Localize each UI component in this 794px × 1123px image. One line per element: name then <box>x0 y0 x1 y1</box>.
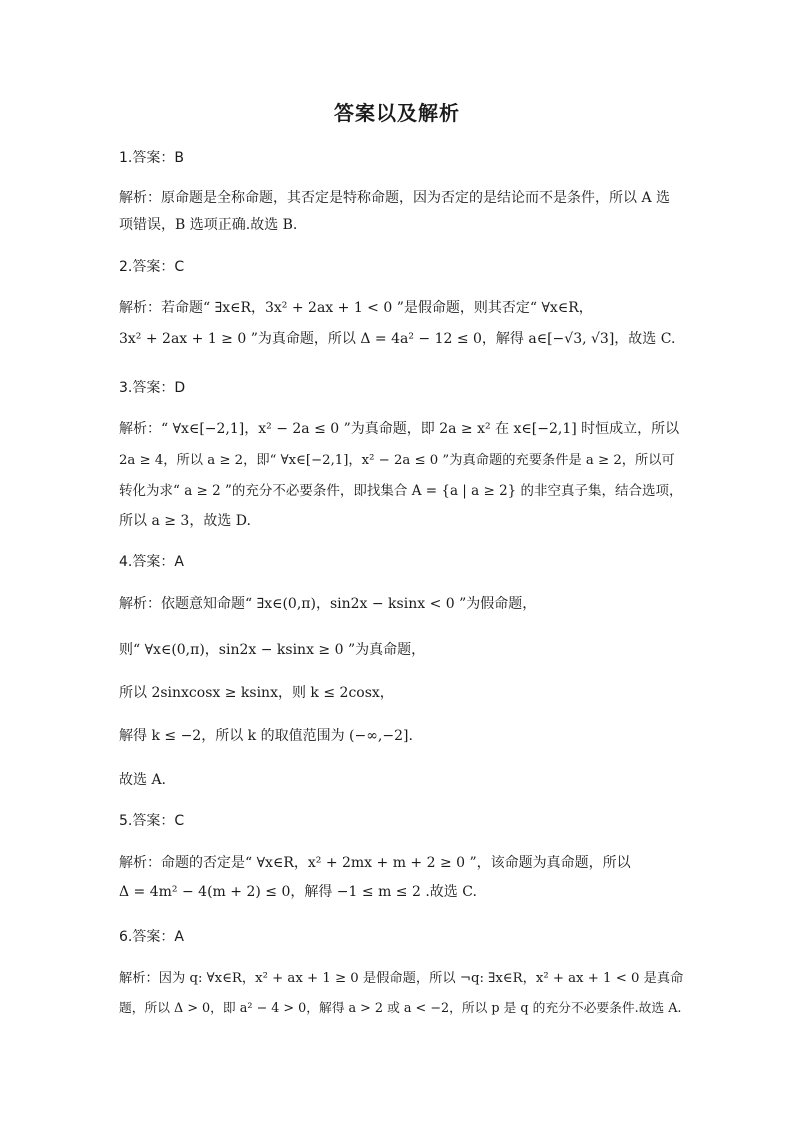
explanation-5-line-2: Δ = 4m² − 4(m + 2) ≤ 0，解得 −1 ≤ m ≤ 2 .故选 C. <box>119 884 477 900</box>
answer-2: 2.答案：C <box>119 259 185 275</box>
explanation-6-line-2: 题，所以 Δ > 0，即 a² − 4 > 0，解得 a > 2 或 a < −2，所以 p 是 q 的充分不必要条件.故选 A. <box>119 1001 682 1016</box>
explanation-3-line-1: 解析：“ ∀x∈[−2,1]，x² − 2a ≤ 0 ”为真命题，即 2a ≥ x² 在 x∈[−2,1] 时恒成立，所以 <box>119 421 680 437</box>
explanation-5-line-1: 解析：命题的否定是“ ∀x∈R，x² + 2mx + m + 2 ≥ 0 ”，该命题为真命题，所以 <box>119 855 631 871</box>
explanation-4-line-5: 故选 A. <box>119 772 167 788</box>
answer-3: 3.答案：D <box>119 380 186 396</box>
explanation-4-line-3: 所以 2sinxcosx ≥ ksinx，则 k ≤ 2cosx， <box>119 685 394 701</box>
explanation-4-line-4: 解得 k ≤ −2，所以 k 的取值范围为 (−∞,−2]. <box>119 728 413 744</box>
explanation-1-line-1: 解析：原命题是全称命题，其否定是特称命题，因为否定的是结论而不是条件，所以 A 选 <box>119 190 671 206</box>
explanation-2-line-1: 解析：若命题“ ∃x∈R，3x² + 2ax + 1 < 0 ”是假命题，则其否定“ ∀x∈R， <box>119 300 593 316</box>
explanation-2-line-2: 3x² + 2ax + 1 ≥ 0 ”为真命题，所以 Δ = 4a² − 12 ≤ 0，解得 a∈[−√3, √3]，故选 C. <box>119 331 676 347</box>
explanation-1-line-2: 项错误，B 选项正确.故选 B. <box>119 217 298 233</box>
explanation-4-line-2: 则“ ∀x∈(0,π)，sin2x − ksinx ≥ 0 ”为真命题， <box>119 642 426 658</box>
explanation-6-line-1: 解析：因为 q: ∀x∈R，x² + ax + 1 ≥ 0 是假命题，所以 ¬q: ∃x∈R，x² + ax + 1 < 0 是真命 <box>119 971 684 986</box>
explanation-3-line-2: 2a ≥ 4，所以 a ≥ 2，即“ ∀x∈[−2,1]，x² − 2a ≤ 0 ”为真命题的充要条件是 a ≥ 2，所以可 <box>119 453 675 468</box>
answer-6: 6.答案：A <box>119 929 184 945</box>
explanation-4-line-1: 解析：依题意知命题“ ∃x∈(0,π)，sin2x − ksinx < 0 ”为假命题， <box>119 596 537 612</box>
answer-5: 5.答案：C <box>119 813 185 829</box>
page-title: 答案以及解析 <box>334 101 460 125</box>
answer-4: 4.答案：A <box>119 554 184 570</box>
explanation-3-line-3: 转化为求“ a ≥ 2 ”的充分不必要条件，即找集合 A = {a | a ≥ 2} 的非空真子集，结合选项， <box>119 483 683 499</box>
answer-1: 1.答案：B <box>119 150 184 166</box>
explanation-3-line-4: 所以 a ≥ 3，故选 D. <box>119 513 251 529</box>
